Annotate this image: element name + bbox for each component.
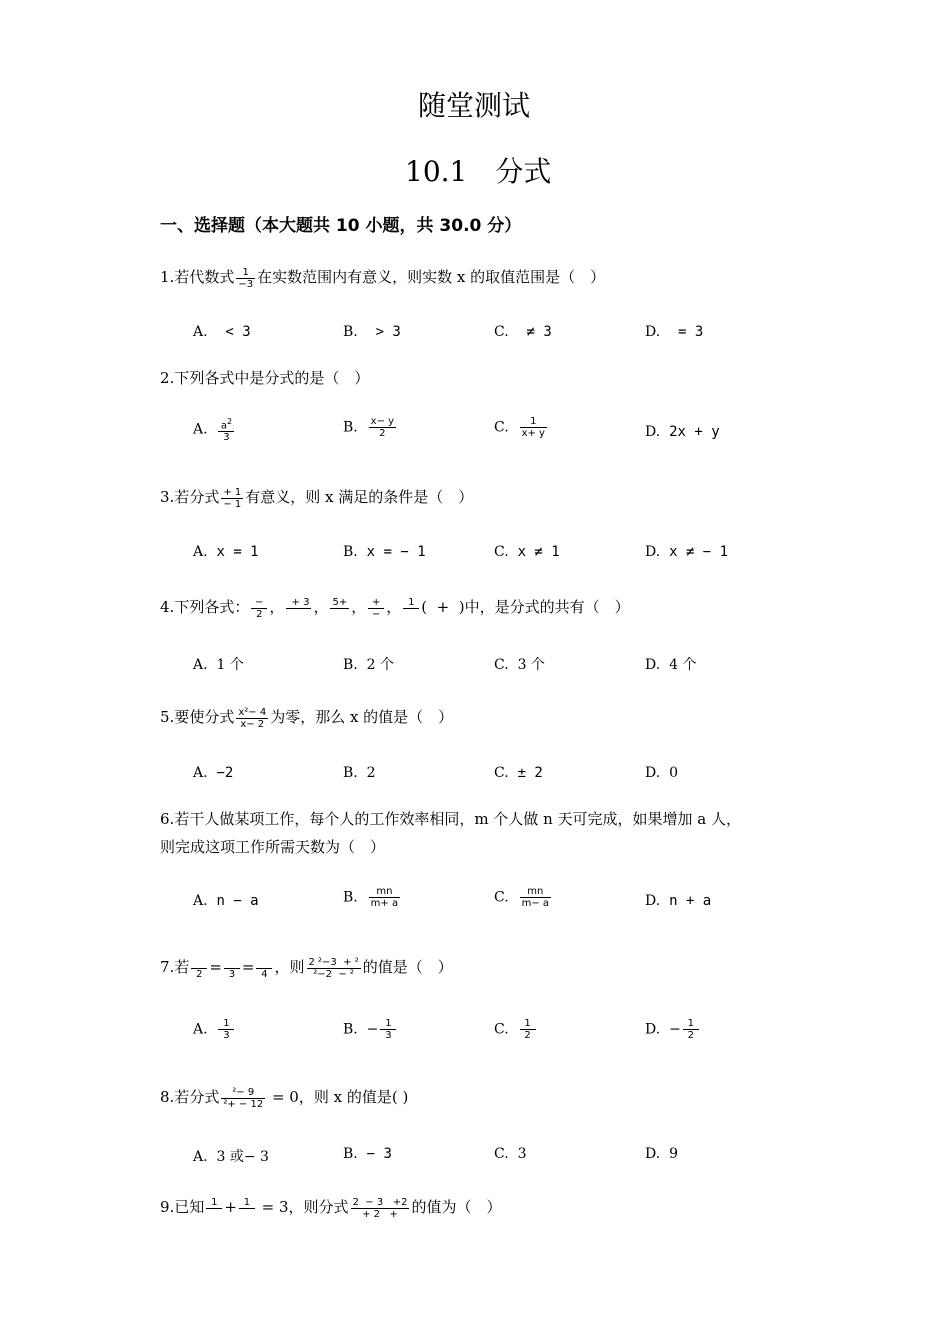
q7-option-b[interactable]: B. − $\frac{1}{3}$ [343, 1018, 398, 1041]
q2-option-a[interactable]: A. $\frac{a^2}{3}$ [193, 416, 236, 443]
q1-option-a[interactable]: A. < 3 [193, 324, 251, 340]
question-1: 1.若代数式 $\frac{1}{-3}$ 在实数范围内有意义，则实数 x 的取值范围是（ ） [160, 266, 606, 290]
doc-subtitle: 10.1 分式 [405, 155, 552, 188]
q3-option-c[interactable]: C. x ≠ 1 [494, 544, 560, 560]
q1-option-b[interactable]: B. > 3 [343, 324, 401, 340]
q1-option-c[interactable]: C. ≠ 3 [494, 324, 552, 340]
q8-option-c[interactable]: C. 3 [494, 1146, 527, 1162]
q4-option-a[interactable]: A. 1 个 [193, 657, 244, 673]
q5-option-c[interactable]: C. ± 2 [494, 765, 543, 781]
q8-option-b[interactable]: B. − 3 [343, 1146, 392, 1162]
question-5: 5.要使分式 $\frac{\text{x²− 4}}{x- 2}$ 为零，那么 x 的值是（ ） [160, 706, 454, 730]
q3-option-a[interactable]: A. x = 1 [193, 544, 259, 560]
question-7: 7.若 2 = 3 = 4 ，则 $\frac{\text{2 ²−3 + ²}}{\text{²−2 − ²}}$ 的值是（ ） [160, 956, 453, 980]
q8-option-a[interactable]: A. 3 或− 3 [193, 1149, 269, 1165]
q7-option-c[interactable]: C. $\frac{1}{2}$ [494, 1018, 538, 1041]
q7-option-d[interactable]: D. − $\frac{1}{2}$ [645, 1018, 701, 1041]
q4-option-b[interactable]: B. 2 个 [343, 657, 395, 673]
q2-option-d[interactable]: D. 2x + y [645, 424, 720, 440]
q5-option-d[interactable]: D. 0 [645, 765, 679, 781]
question-3: 3.若分式 $\frac{+ 1}{- 1}$ 有意义，则 x 满足的条件是（ ） [160, 486, 474, 510]
q6-option-d[interactable]: D. n + a [645, 893, 712, 909]
question-6-line2: 则完成这项工作所需天数为（ ） [160, 838, 386, 856]
q4-option-d[interactable]: D. 4 个 [645, 657, 697, 673]
doc-title: 随堂测试 [418, 89, 531, 122]
q3-option-b[interactable]: B. x = − 1 [343, 544, 426, 560]
q6-option-b[interactable]: B. $\frac{mn}{m+ a}$ [343, 886, 399, 909]
q4-option-c[interactable]: C. 3 个 [494, 657, 545, 673]
q5-option-b[interactable]: B. 2 [343, 765, 376, 781]
q1-option-d[interactable]: D. = 3 [645, 324, 704, 340]
question-9: 9.已知 1 + 1 = 3，则分式 $\frac{2 - 3 +2}{+ 2 +}$ 的值为（ ） [160, 1196, 502, 1220]
q7-option-a[interactable]: A. $\frac{1}{3}$ [193, 1018, 236, 1041]
fraction: $\frac{+ 1}{- 1}$ [223, 486, 242, 510]
fraction: $\frac{1}{-3}$ [238, 266, 254, 290]
q2-option-b[interactable]: B. $\frac{x- y}{2}$ [343, 416, 395, 439]
q6-option-a[interactable]: A. n − a [193, 893, 259, 909]
question-8: 8.若分式 $\frac{\text{²− 9}}{\text{²+ − 12}}$ = 0，则 x 的值是( ) [160, 1086, 409, 1110]
q3-option-d[interactable]: D. x ≠ − 1 [645, 544, 729, 560]
section-heading: 一、选择题（本大题共 10 小题，共 30.0 分） [160, 216, 522, 236]
question-2: 2.下列各式中是分式的是（ ） [160, 369, 370, 387]
question-6: 6.若干人做某项工作，每个人的工作效率相同，m 个人做 n 天可完成，如果增加 a 人， [160, 810, 741, 828]
q8-option-d[interactable]: D. 9 [645, 1146, 679, 1162]
q5-option-a[interactable]: A. −2 [193, 765, 234, 781]
q6-option-c[interactable]: C. $\frac{mn}{m- a}$ [494, 886, 550, 909]
q2-option-c[interactable]: C. $\frac{1}{x+ y}$ [494, 416, 545, 439]
question-4: 4.下列各式： − 2 ， + 3 ， 5+ ， + − ， 1 ( + )中，是分式的共有（ ） [160, 596, 630, 620]
